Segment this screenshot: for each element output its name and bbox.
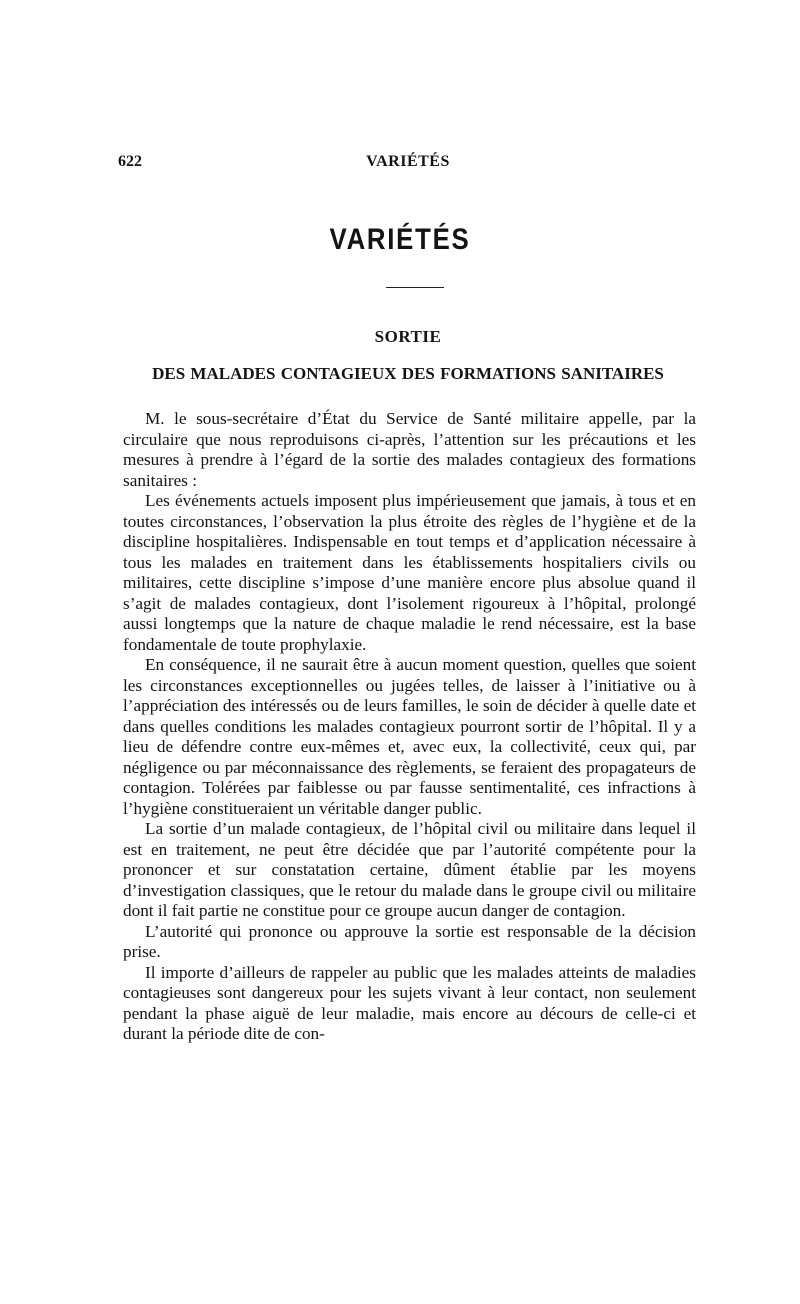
paragraph: Il importe d’ailleurs de rappeler au public que les malades atteints de maladies contagieuses sont dangereux pour les sujets vivant à leur contact, non seulement pendant la phase aiguë de leur maladie, mais encore au décours de celle-ci et durant la période dite de con- [123, 962, 696, 1043]
running-title: VARIÉTÉS [366, 153, 450, 170]
page-number: 622 [118, 153, 142, 170]
paragraph: M. le sous-secrétaire d’État du Service de Santé militaire appelle, par la circulaire que nous reproduisons ci-après, l’attention sur les précautions et les mesures à prendre à l’égard de la sortie des malades contagieux des formations sanitaires : [123, 409, 696, 490]
section-title: VARIÉTÉS [329, 223, 471, 256]
running-head [118, 153, 698, 175]
paragraph: En conséquence, il ne saurait être à aucun moment question, quelles que soient les circonstances exceptionnelles ou jugées telles, de laisser à l’initiative ou à l’appréciation des intéressés ou de leurs familles, le soin de décider à quelle date et dans quelles conditions les malades contagieux pourront sortir de l’hôpital. Il y a lieu de défendre contre eux-mêmes et, avec eux, la collectivité, ceux qui, par négligence ou par méconnaissance des règlements, se feraient des propagateurs de contagion. Tolérées par faiblesse ou par fausse sentimentalité, ces infractions à l’hygiène constitueraient un véritable danger public. [123, 655, 696, 818]
title-divider [386, 287, 444, 288]
article-title [118, 325, 698, 386]
paragraph: Les événements actuels imposent plus impérieusement que jamais, à tous et en toutes circonstances, l’observation la plus étroite des règles de l’hygiène et de la discipline hospitalières. Indispensable en tout temps et d’application nécessaire à tous les malades en traitement dans les établissements hospitaliers civils ou militaires, cette discipline s’impose d’une manière encore plus absolue quand il s’agit de malades contagieux, dont l’isolement rigoureux à l’hôpital, prolongé aussi longtemps que la nature de chaque maladie le rend nécessaire, est la base fondamentale de toute prophylaxie. [123, 491, 696, 654]
paragraph: L’autorité qui prononce ou approuve la sortie est responsable de la décision prise. [123, 921, 696, 961]
article-title-line-1: SORTIE [374, 327, 442, 346]
paragraph: La sortie d’un malade contagieux, de l’hôpital civil ou militaire dans lequel il est en traitement, ne peut être décidée que par l’autorité compétente pour la prononcer et sur constatation certaine, dûment établie par les moyens d’investigation classiques, que le retour du malade dans le groupe civil ou militaire dont il fait partie ne constitue pour ce groupe aucun danger de contagion. [123, 819, 696, 920]
article-title-line-2: DES MALADES CONTAGIEUX DES FORMATIONS SANITAIRES [152, 364, 664, 383]
article-body [123, 409, 696, 1045]
